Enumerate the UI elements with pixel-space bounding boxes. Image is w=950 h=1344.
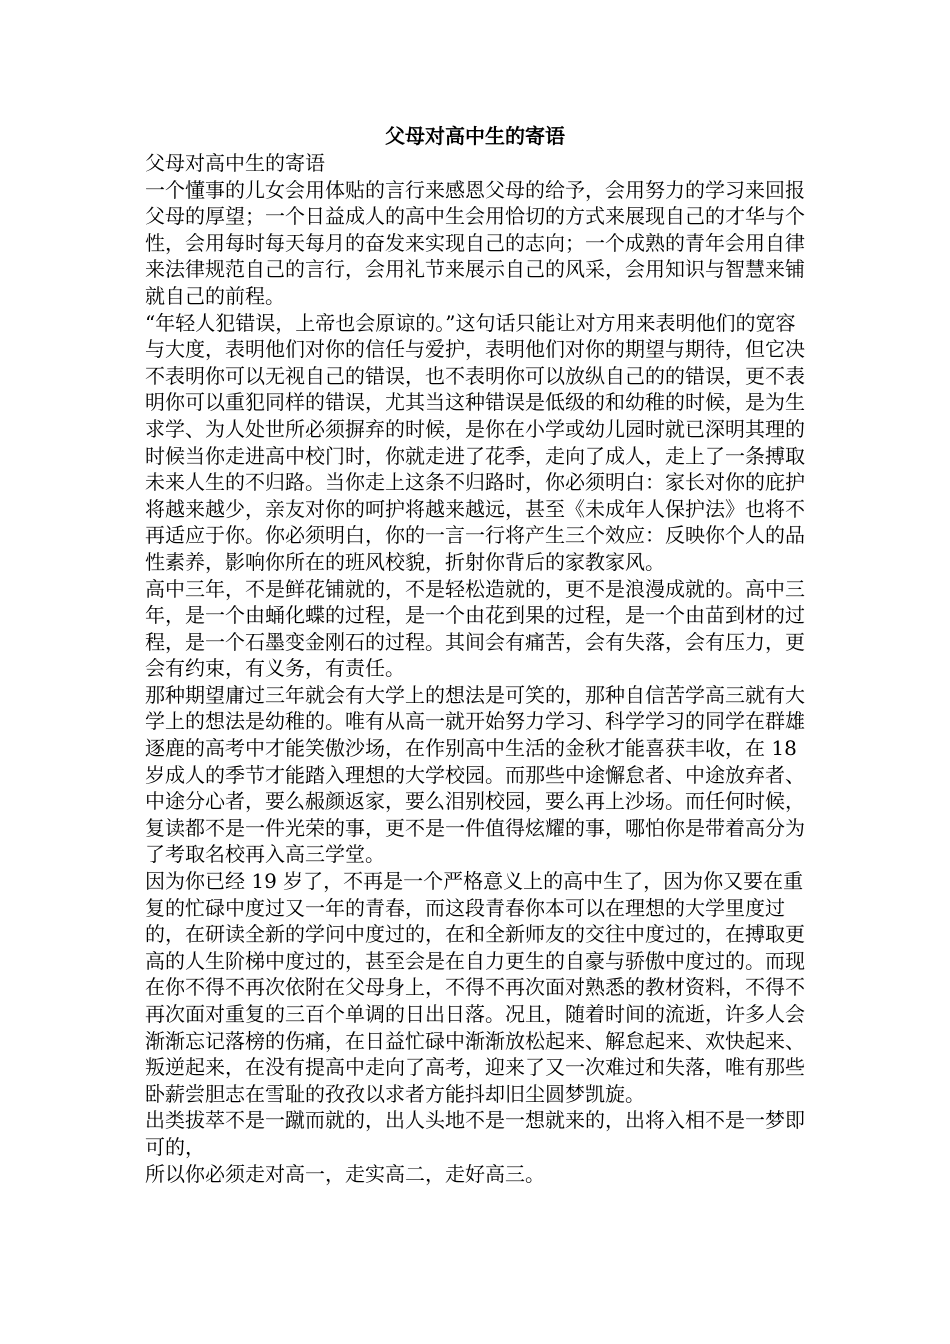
paragraph: 一个懂事的儿女会用体贴的言行来感恩父母的给予，会用努力的学习来回报父母的厚望；一个日益成人的高中生会用恰切的方式来展现自己的才华与个性，会用每时每天每月的奋发来实现自己的志向；一个成熟的青年会用自律来法律规范自己的言行，会用礼节来展示自己的风采，会用知识与智慧来铺就自己的前程。: [145, 177, 805, 308]
paragraph: 高中三年，不是鲜花铺就的，不是轻松造就的，更不是浪漫成就的。高中三年，是一个由蛹化蝶的过程，是一个由花到果的过程，是一个由苗到材的过程，是一个石墨变金刚石的过程。其间会有痛苦，会有失落，会有压力，更会有约束，有义务，有责任。: [145, 576, 805, 681]
paragraph: 出类拔萃不是一蹴而就的，出人头地不是一想就来的，出将入相不是一梦即可的，: [145, 1108, 805, 1159]
paragraph: 所以你必须走对高一，走实高二，走好高三。: [145, 1161, 545, 1186]
paragraph: “年轻人犯错误，上帝也会原谅的。”这句话只能让对方用来表明他们的宽容与大度，表明他们对你的信任与爱护，表明他们对你的期望与期待，但它决不表明你可以无视自己的错误，也不表明你可以放纵自己的的错误，更不表明你可以重犯同样的错误，尤其当这种错误是低级的和幼稚的时候，是为生求学、为人处世所必须摒弃的时候，是你在小学或幼儿园时就已深明其理的时候当你走进高中校门时，你就走进了花季，走向了成人，走上了一条搏取未来人生的不归路。当你走上这条不归路时，你必须明白：家长对你的庇护将越来越少，亲友对你的呵护将越来越远，甚至《未成年人保护法》也将不再适应于你。你必须明白，你的一言一行将产生三个效应：反映你个人的品性素养，影响你所在的班风校貌，折射你背后的家教家风。: [145, 310, 805, 574]
document-body: [145, 150, 805, 1187]
paragraph: 因为你已经 19 岁了，不再是一个严格意义上的高中生了，因为你又要在重复的忙碌中度过又一年的青春，而这段青春你本可以在理想的大学里度过的，在研读全新的学问中度过的，在和全新师友的交往中度过的，在搏取更高的人生阶梯中度过的，甚至会是在自力更生的自豪与骄傲中度过的。而现在你不得不再次依附在父母身上，不得不再次面对熟悉的教材资料，不得不再次面对重复的三百个单调的日出日落。况且，随着时间的流逝，许多人会渐渐忘记落榜的伤痛，在日益忙碌中渐渐放松起来、解怠起来、欢快起来、叛逆起来，在没有提高中走向了高考，迎来了又一次难过和失落，唯有那些卧薪尝胆志在雪耻的孜孜以求者方能抖却旧尘圆梦凯旋。: [145, 869, 805, 1106]
document-title: 父母对高中生的寄语: [385, 124, 565, 148]
paragraph-subtitle: 父母对高中生的寄语: [145, 151, 325, 175]
paragraph: 那种期望庸过三年就会有大学上的想法是可笑的，那种自信苦学高三就有大学上的想法是幼稚的。唯有从高一就开始努力学习、科学学习的同学在群雄逐鹿的高考中才能笑傲沙场，在作别高中生活的金秋才能喜获丰收，在 18 岁成人的季节才能踏入理想的大学校园。而那些中途懈怠者、中途放弃者、中途分心者，要么赧颜返家，要么泪别校园，要么再上沙场。而任何时候，复读都不是一件光荣的事，更不是一件值得炫耀的事，哪怕你是带着高分为了考取名校再入高三学堂。: [145, 682, 805, 867]
